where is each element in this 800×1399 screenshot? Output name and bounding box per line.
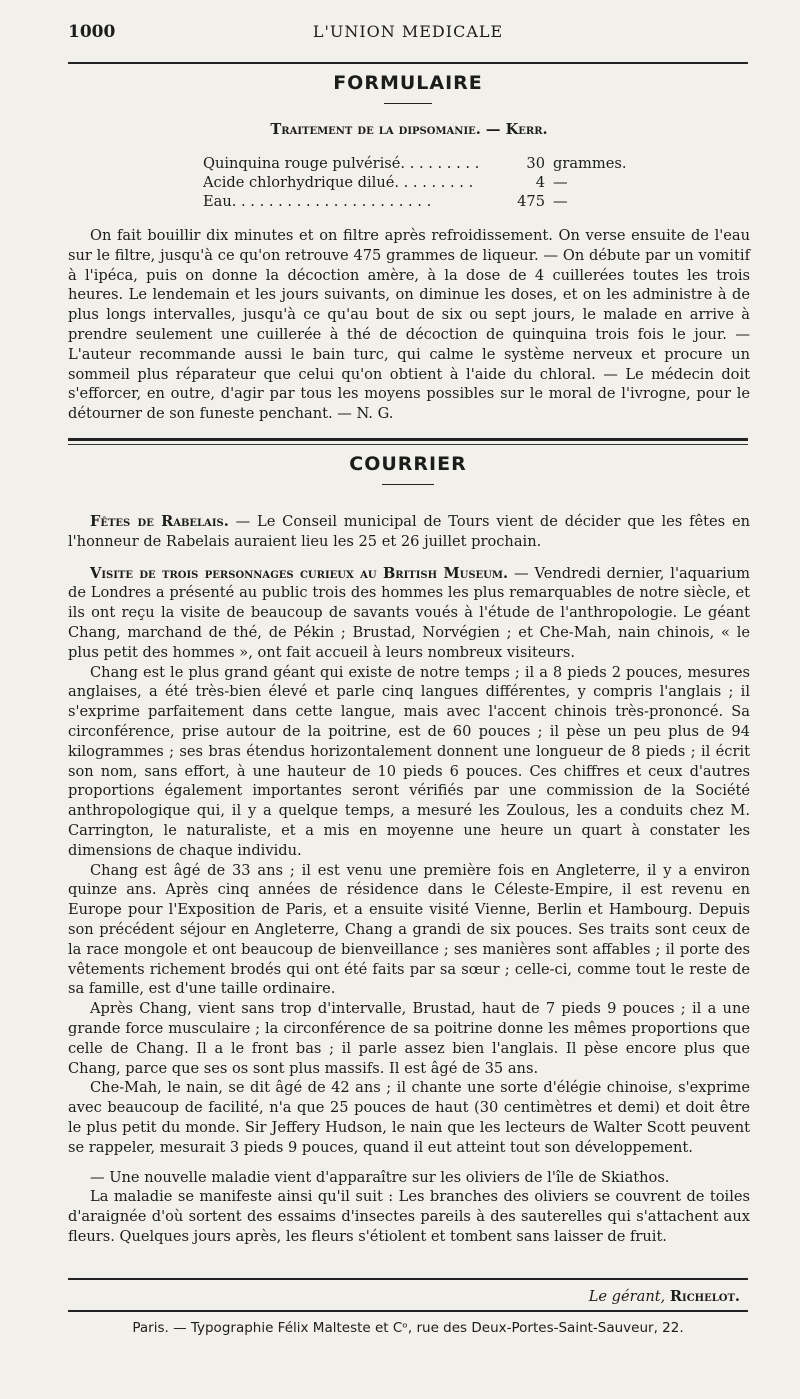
ingredient-row [203, 173, 643, 192]
paragraph-chemah: Che-Mah, le nain, se dit âgé de 42 ans ; il chante une sorte d'élégie chinoise, s'exprime avec beaucoup de facilité, n'a que 25 pouces de haut (30 centimètres et demi) et doit être le plus petit du monde. Sir Jeffery Hudson, le nain que les lecteurs de Walter Scott peuvent se rappeler, mesurait 3 pieds 9 pouces, quand il eut atteint tout son développement. [68, 1079, 750, 1156]
ingredient-name: Quinquina rouge pulvérisé. . . . . . . . . [203, 155, 480, 172]
ingredient-unit: — [553, 193, 568, 210]
ingredient-unit: grammes. [553, 155, 627, 172]
article-heading: Fêtes de Rabelais. [90, 513, 229, 530]
ingredient-unit: — [553, 174, 568, 191]
ingredient-name: Acide chlorhydrique dilué. . . . . . . . . [203, 174, 474, 191]
section-rule [68, 438, 748, 441]
paragraph-maladie-intro: — Une nouvelle maladie vient d'apparaître sur les oliviers de l'île de Skiathos. [90, 1168, 670, 1186]
ingredient-quantity: 475 [517, 193, 545, 210]
journal-title: L'UNION MEDICALE [312, 22, 504, 41]
title-underline [384, 103, 432, 104]
section-rule-inner [68, 444, 748, 445]
article-heading: Visite de trois personnages curieux au British Museum. [90, 564, 509, 582]
ingredient-name: Eau. . . . . . . . . . . . . . . . . . . . . . [203, 193, 432, 210]
imprint-rule [68, 1310, 748, 1312]
footer-rule [68, 1278, 748, 1280]
manager-name: Richelot. [669, 1288, 740, 1305]
header-rule [68, 62, 748, 64]
page-header [68, 20, 748, 50]
paragraph-brustad: Après Chang, vient sans trop d'intervalle, Brustad, haut de 7 pieds 9 pouces ; il a une grande force musculaire ; la circonférence de sa poitrine donne les mêmes proportions que celle de Chang. Il a le front bas ; il parle assez bien l'anglais. Il pèse encore plus que Chang, parce que ses os sont plus massifs. Il est âgé de 35 ans. [68, 1000, 750, 1077]
manager-signature: Le gérant, Richelot. [588, 1288, 740, 1305]
article-rabelais: Fêtes de Rabelais. — Le Conseil municipal de Tours vient de décider que les fêtes en l'honneur de Rabelais auraient lieu les 25 et 26 juillet prochain. [68, 513, 750, 550]
ingredient-quantity: 30 [526, 155, 545, 172]
section-title-courrier: COURRIER [349, 453, 467, 475]
courrier-articles [68, 512, 750, 1247]
paragraph-chang: Chang est le plus grand géant qui existe de notre temps ; il a 8 pieds 2 pouces, mesures anglaises, a été très-bien élevé et parle cinq langues différentes, y compris l'anglais ; il s'exprime parfaitement dans cette langue, mais avec l'accent chinois très-prononcé. Sa circonférence, prise autour de la poitrine, est de 60 pouces ; il pèse un peu plus de 94 kilogrammes ; ses bras étendus horizontalement donnent une longueur de 8 pieds ; il écrit son nom, sans effort, à une hauteur de 10 pieds 6 pouces. Ces chiffres et ceux d'autres proportions également importantes seront vérifiés par une commission de la Société anthropologique qui, il y a quelque temps, a mesuré les Zoulous, les a conduits chez M. Carrington, le naturaliste, et a mis en moyenne une heure un quart à constater les dimensions de chaque individu. [68, 663, 750, 859]
paragraph-chang-age: Chang est âgé de 33 ans ; il est venu une première fois en Angleterre, il y a environ quinze ans. Après cinq années de résidence dans le Céleste-Empire, il est revenu en Europe pour l'Exposition de Paris, et a ensuite visité Vienne, Berlin et Hambourg. Depuis son précédent séjour en Angleterre, Chang a grandi de six pouces. Ses traits sont ceux de la race mongole et ont beaucoup de bienveillance ; ses manières sont affables ; il porte des vêtements richement brodés qui ont été faits par sa sœur ; celle-ci, comme tout le reste de sa famille, est d'une taille ordinaire. [68, 861, 750, 998]
recipe-instructions: On fait bouillir dix minutes et on filtre après refroidissement. On verse ensuite de l'eau sur le filtre, jusqu'à ce qu'on retrouve 475 grammes de liqueur. — On débute par un vomitif à l'ipéca, puis on donne la décoction amère, à la dose de 4 cuillerées toutes les trois heures. Le lendemain et les jours suivants, on diminue les doses, et on les administre à de plus longs intervalles, jusqu'à ce qu'au bout de six ou sept jours, le malade en arrive à prendre seulement une cuillerée à thé de décoction de quinquina trois fois le jour. — L'auteur recommande aussi le bain turc, qui calme le système nerveux et procure un sommeil plus réparateur que celui qu'on obtient à l'aide du chloral. — Le médecin doit s'efforcer, en outre, d'agir par tous les moyens possibles sur le moral de l'ivrogne, pour le détourner de son funeste penchant. — N. G. [68, 227, 750, 423]
page-number: 1000 [68, 22, 116, 42]
recipe-title: Traitement de la dipsomanie. — Kerr. [270, 121, 548, 138]
title-underline [382, 484, 434, 485]
ingredient-row [203, 192, 643, 211]
ingredient-list [203, 154, 643, 211]
ingredient-quantity: 4 [535, 174, 545, 191]
article-british-museum: Visite de trois personnages curieux au British Museum. — Vendredi dernier, l'aquarium de Londres a présenté au public trois des hommes les plus remarquables de notre siècle, et ils ont reçu la visite de beaucoup de savants voués à l'étude de l'anthropologie. Le géant Chang, marchand de thé, de Pékin ; Brustad, Norvégien ; et Che-Mah, nain chinois, « le plus petit des hommes », ont fait accueil à leurs nombreux visiteurs. [68, 564, 750, 661]
section-title-formulaire: FORMULAIRE [333, 72, 483, 94]
paragraph-maladie: La maladie se manifeste ainsi qu'il suit : Les branches des oliviers se couvrent de toiles d'araignée d'où sortent des essaims d'insectes pareils à des sauterelles qui s'attachent aux fleurs. Quelques jours après, les fleurs s'étiolent et tombent sans laisser de fruit. [68, 1188, 750, 1245]
printer-imprint: Paris. — Typographie Félix Malteste et Cᵒ, rue des Deux-Portes-Saint-Sauveur, 22. [132, 1320, 684, 1336]
ingredient-row [203, 154, 643, 173]
